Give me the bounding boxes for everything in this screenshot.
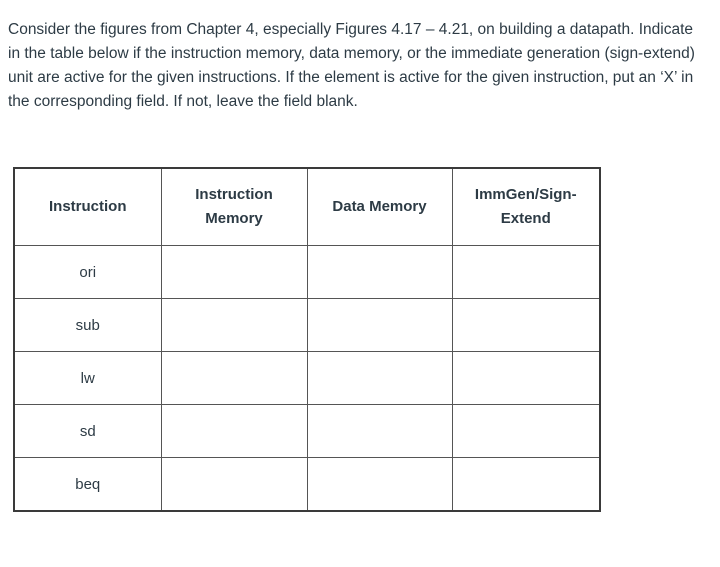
instruction-cell: sd	[14, 405, 161, 458]
immgen-cell[interactable]	[452, 405, 600, 458]
table-row	[14, 246, 600, 299]
data-memory-cell[interactable]	[307, 405, 452, 458]
table-row	[14, 458, 600, 512]
header-immgen-sign-extend: ImmGen/Sign-Extend	[452, 168, 600, 246]
table-row	[14, 299, 600, 352]
data-memory-cell[interactable]	[307, 246, 452, 299]
question-prompt: Consider the figures from Chapter 4, especially Figures 4.17 – 4.21, on building a datapath. Indicate in the table below if the instruction memory, data memory, or the immediate generation (sign-extend) unit are active for the given instructions. If the element is active for the given instruction, put an ‘X’ in the corresponding field. If not, leave the field blank.	[8, 21, 695, 110]
instruction-memory-cell[interactable]	[161, 352, 307, 405]
immgen-cell[interactable]	[452, 299, 600, 352]
instruction-cell: lw	[14, 352, 161, 405]
header-instruction-memory: Instruction Memory	[161, 168, 307, 246]
table-row	[14, 405, 600, 458]
immgen-cell[interactable]	[452, 246, 600, 299]
answer-table	[13, 167, 601, 512]
immgen-cell[interactable]	[452, 458, 600, 512]
table-row	[14, 352, 600, 405]
instruction-cell: beq	[14, 458, 161, 512]
instruction-cell: ori	[14, 246, 161, 299]
header-data-memory: Data Memory	[307, 168, 452, 246]
data-memory-cell[interactable]	[307, 458, 452, 512]
instruction-cell: sub	[14, 299, 161, 352]
immgen-cell[interactable]	[452, 352, 600, 405]
data-memory-cell[interactable]	[307, 299, 452, 352]
table-header-row	[14, 168, 600, 246]
data-memory-cell[interactable]	[307, 352, 452, 405]
instruction-memory-cell[interactable]	[161, 405, 307, 458]
instruction-memory-cell[interactable]	[161, 458, 307, 512]
instruction-memory-cell[interactable]	[161, 299, 307, 352]
header-instruction: Instruction	[14, 168, 161, 246]
instruction-memory-cell[interactable]	[161, 246, 307, 299]
